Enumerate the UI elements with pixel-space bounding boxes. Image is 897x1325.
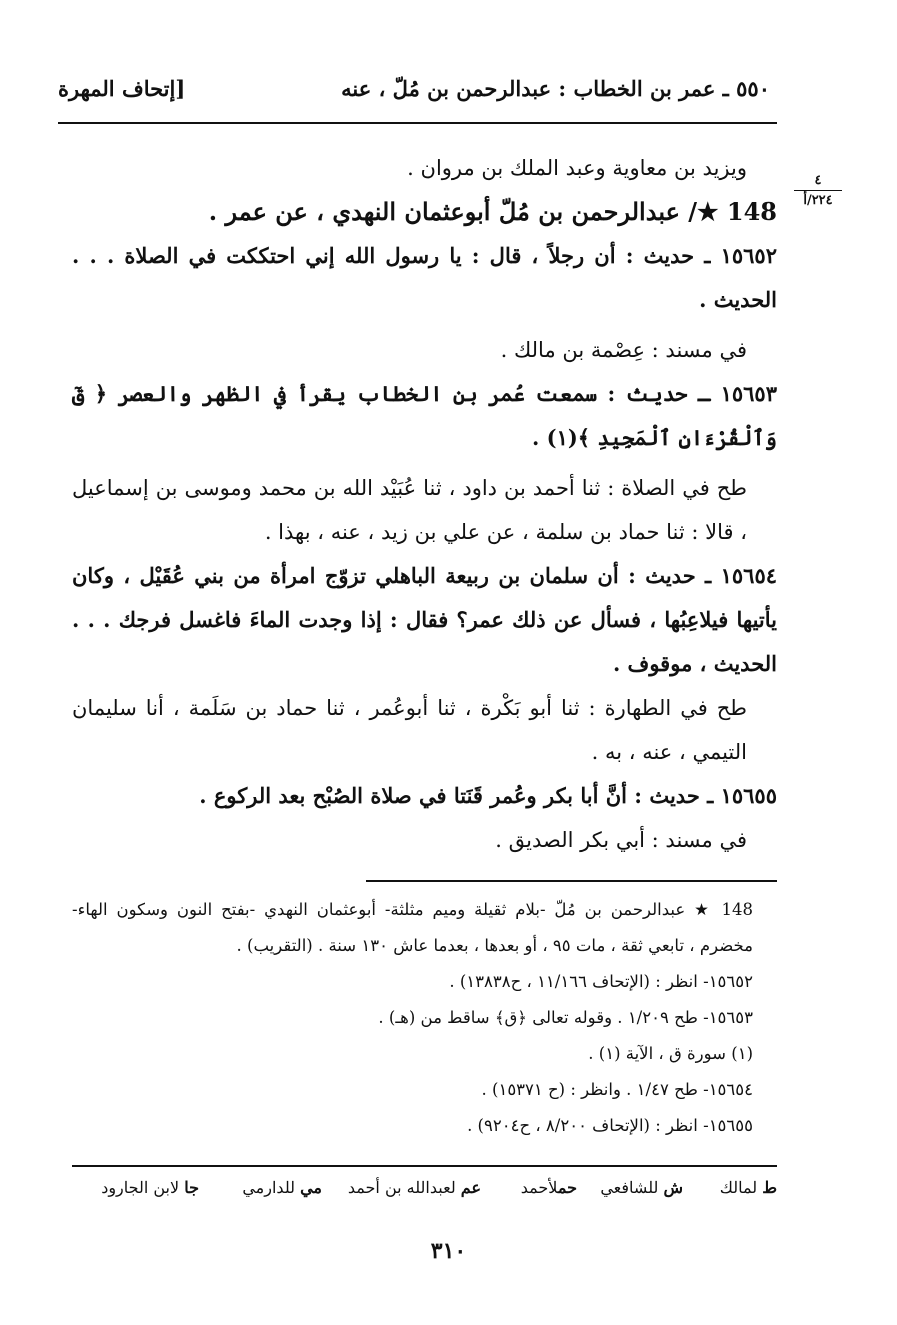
- text-line: ويزيد بن معاوية وعبد الملك بن مروان .: [407, 156, 747, 180]
- hadith-source: طح في الطهارة : ثنا أبو بَكْرة ، ثنا أبوعُمر ، ثنا حماد بن سَلَمة ، أنا سليمان التيمي ، عنه ، به .: [72, 696, 747, 764]
- margin-reference: [794, 172, 842, 209]
- abbreviation-item: حملأحمد: [520, 1178, 577, 1197]
- hadith-entry: ١٥٦٥٥ ـ حديث : أنَّ أبا بكر وعُمر قَنَتا في صلاة الصُبْح بعد الركوع .: [199, 783, 777, 808]
- footnote: ١٥٦٥٢- انظر : (الإتحاف ١١/١٦٦ ، ح١٣٨٣٨) .: [449, 972, 753, 991]
- page-number: ٣١٠: [430, 1238, 467, 1264]
- footnotes: [72, 892, 777, 1144]
- footnote-rule: [366, 880, 777, 882]
- header-title: ٥٥٠ ـ عمر بن الخطاب : عبدالرحمن بن مُلّ ، عنه: [341, 76, 770, 101]
- footnote: ١٥٦٥٤- طح ١/٤٧ . وانظر : (ح ١٥٣٧١) .: [481, 1080, 753, 1099]
- abbreviation-key: [72, 1178, 777, 1208]
- hadith-source: طح في الصلاة : ثنا أحمد بن داود ، ثنا عُبَيْد الله بن محمد وموسى بن إسماعيل ، قالا : ثنا حماد بن سلمة ، عن علي بن زيد ، عنه ، بهذا .: [72, 476, 747, 544]
- abbreviation-item: ط لمالك: [719, 1178, 777, 1197]
- footnote: 148 ★ عبدالرحمن بن مُلّ -بلام ثقيلة وميم مثلثة- أبوعثمان النهدي -بفتح النون وسكون الهاء- مخضرم ، تابعي ثقة ، مات ٩٥ ، أو بعدها ، بعدما عاش ١٣٠ سنة . (التقريب) .: [72, 900, 753, 955]
- margin-ref-volume: ٤: [814, 173, 822, 188]
- running-header: [58, 76, 770, 110]
- abbreviation-item: ش للشافعي: [600, 1178, 683, 1197]
- footnote: ١٥٦٥٥- انظر : (الإتحاف ٨/٢٠٠ ، ح٩٢٠٤) .: [467, 1116, 753, 1135]
- header-rule: [58, 122, 777, 124]
- margin-ref-divider: [794, 190, 842, 191]
- header-book-name: [إتحاف المهرة: [58, 76, 186, 101]
- hadith-entry: ١٥٦٥٤ ـ حديث : أن سلمان بن ربيعة الباهلي تزوّج امرأة من بني عُقَيْل ، وكان يأتيها فيلاعِبُها ، فسأل عن ذلك عمر؟ فقال : إذا وجدت الماءَ فاغسل فرجك . . . الحديث ، موقوف .: [72, 563, 778, 676]
- main-text: [72, 146, 777, 862]
- hadith-source: في مسند : أبي بكر الصديق .: [495, 828, 747, 852]
- narrator-entry: 148 ★/ عبدالرحمن بن مُلّ أبوعثمان النهدي ، عن عمر .: [208, 197, 777, 226]
- hadith-source: في مسند : عِصْمة بن مالك .: [500, 338, 747, 362]
- hadith-entry: ١٥٦٥٣ ـ حديث : سمعت عُمر بن الخطاب يقرأ في الظهر والعصر ﴿ قٓ وَٱلْقُرْءَانِ ٱلْمَجِيدِ ﴾(١) .: [72, 381, 777, 450]
- footnote: (١) سورة ق ، الآية (١) .: [588, 1044, 753, 1063]
- abbreviation-rule: [72, 1165, 777, 1167]
- footnote: ١٥٦٥٣- طح ١/٢٠٩ . وقوله تعالى ﴿ق﴾ ساقط من (هـ) .: [378, 1008, 753, 1027]
- abbreviation-item: مي للدارمي: [242, 1178, 322, 1197]
- margin-ref-folio: ٢٢٤/أ: [803, 193, 833, 208]
- abbreviation-item: جا لابن الجارود: [101, 1178, 199, 1197]
- abbreviation-item: عم لعبدالله بن أحمد: [347, 1178, 481, 1197]
- hadith-entry: ١٥٦٥٢ ـ حديث : أن رجلاً ، قال : يا رسول الله إني احتككت في الصلاة . . . الحديث .: [72, 243, 777, 312]
